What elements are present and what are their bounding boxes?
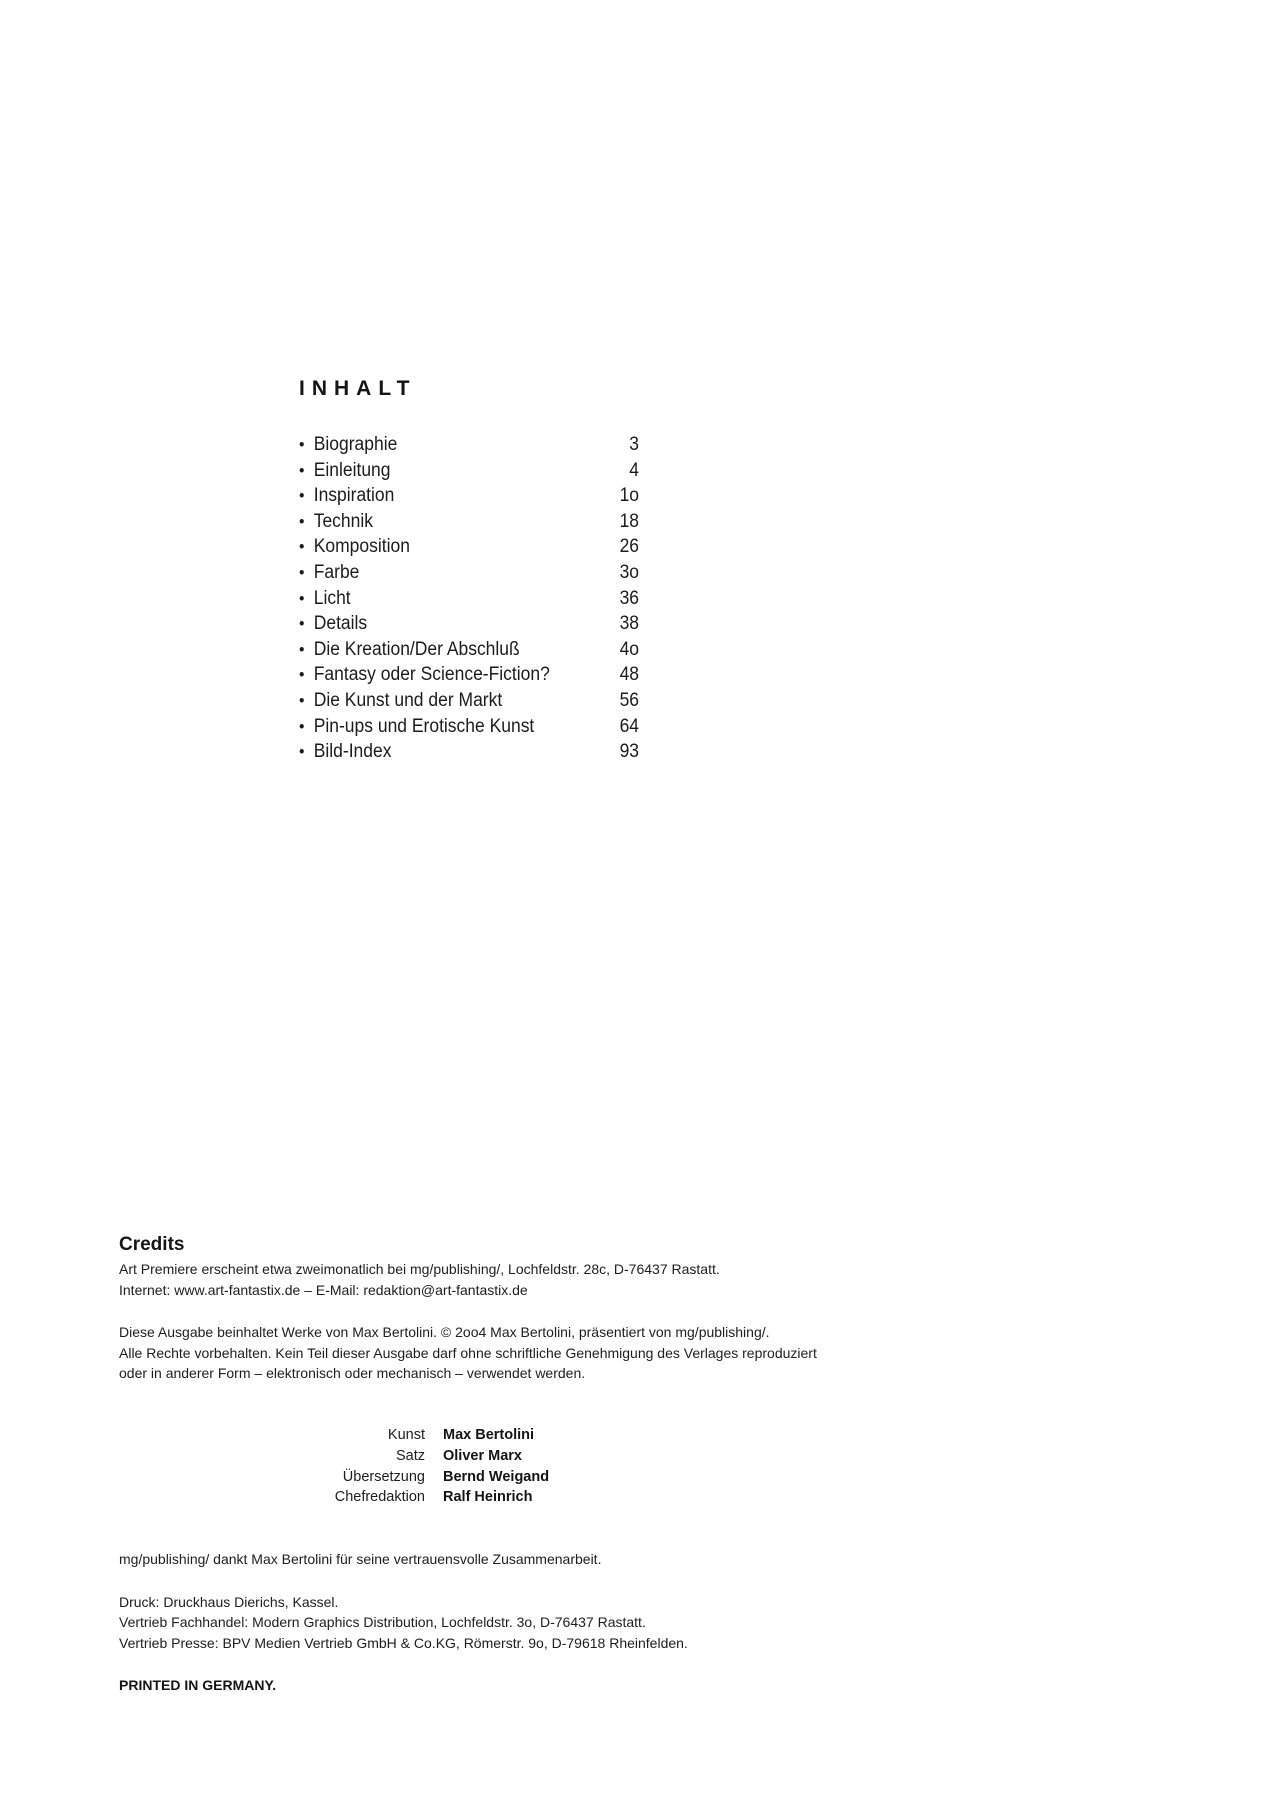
staff-row xyxy=(230,1446,730,1467)
toc-item-label: Bild-Index xyxy=(313,741,392,763)
toc-item-label: Biographie xyxy=(313,434,398,455)
bullet-icon: • xyxy=(299,435,305,454)
toc-item-licht xyxy=(299,586,639,612)
bullet-icon: • xyxy=(299,742,305,762)
toc-item-fantasy xyxy=(299,662,639,688)
staff-name: Oliver Marx xyxy=(443,1447,522,1464)
credits-footer xyxy=(119,1549,1019,1696)
print-line: Druck: Druckhaus Dierichs, Kassel. xyxy=(119,1593,339,1610)
staff-name: Ralf Heinrich xyxy=(443,1489,533,1506)
toc-item-page: 38 xyxy=(619,613,640,635)
bullet-icon: • xyxy=(299,537,305,557)
toc-item-page: 64 xyxy=(619,715,640,737)
bullet-icon: • xyxy=(299,614,305,634)
toc-item-label: Details xyxy=(313,613,368,635)
toc-item-komposition xyxy=(299,534,639,560)
toc-item-kunst-markt xyxy=(299,688,639,714)
toc-item-label: Fantasy oder Science-Fiction? xyxy=(313,664,550,686)
toc-item-label: Einleitung xyxy=(313,459,391,481)
toc-item-pin-ups xyxy=(299,714,639,740)
toc-item-details xyxy=(299,611,639,637)
toc-item-farbe xyxy=(299,560,639,586)
staff-role: Kunst xyxy=(387,1427,425,1443)
toc-item-kreation xyxy=(299,637,639,663)
toc-item-page: 18 xyxy=(619,510,640,532)
bullet-icon: • xyxy=(299,690,305,710)
toc-list xyxy=(299,432,639,765)
toc-item-label: Licht xyxy=(313,587,351,609)
publisher-line: Art Premiere erscheint etwa zweimonatlich bei mg/publishing/, Lochfeldstr. 28c, D-76437 Rastatt. xyxy=(119,1261,720,1277)
toc-item-label: Die Kunst und der Markt xyxy=(313,689,503,711)
table-of-contents xyxy=(299,376,639,765)
toc-item-technik xyxy=(299,509,639,535)
bullet-icon: • xyxy=(299,562,305,582)
toc-item-label: Technik xyxy=(313,510,373,532)
bullet-icon: • xyxy=(299,716,305,736)
toc-item-page: 36 xyxy=(619,587,640,609)
rights-line: Diese Ausgabe beinhaltet Werke von Max Bertolini. © 2oo4 Max Bertolini, präsentiert von mg/publishing/. xyxy=(119,1324,770,1340)
toc-item-label: Pin-ups und Erotische Kunst xyxy=(313,715,535,737)
credits-title: Credits xyxy=(119,1234,185,1255)
toc-item-page: 1o xyxy=(619,485,640,507)
bullet-icon: • xyxy=(299,639,305,659)
toc-item-label: Farbe xyxy=(313,561,360,583)
staff-role: Übersetzung xyxy=(342,1468,425,1485)
toc-title: INHALT xyxy=(299,377,417,400)
toc-item-page: 48 xyxy=(619,664,640,686)
toc-item-page: 56 xyxy=(619,689,640,711)
bullet-icon: • xyxy=(299,511,305,531)
toc-item-label: Inspiration xyxy=(313,485,395,507)
rights-line: Alle Rechte vorbehalten. Kein Teil dieser Ausgabe darf ohne schriftliche Genehmigung des Verlages reproduziert xyxy=(119,1344,817,1361)
staff-role: Satz xyxy=(395,1447,425,1464)
bullet-icon: • xyxy=(299,486,305,506)
staff-row xyxy=(230,1487,730,1508)
toc-item-page: 93 xyxy=(619,741,640,763)
toc-item-einleitung xyxy=(299,458,639,484)
credits-section xyxy=(119,1233,1019,1384)
toc-item-page: 4o xyxy=(619,638,640,660)
thanks-line: mg/publishing/ dankt Max Bertolini für seine vertrauensvolle Zusammenarbeit. xyxy=(119,1551,602,1567)
staff-list xyxy=(230,1425,730,1508)
toc-item-page: 26 xyxy=(619,536,640,558)
toc-item-page: 4 xyxy=(629,459,640,481)
staff-row xyxy=(230,1467,730,1488)
toc-item-page: 3o xyxy=(619,561,640,583)
toc-item-label: Die Kreation/Der Abschluß xyxy=(313,638,520,660)
staff-row xyxy=(230,1425,730,1446)
staff-role: Chefredaktion xyxy=(334,1489,425,1506)
toc-item-bild-index xyxy=(299,739,639,765)
internet-line: Internet: www.art-fantastix.de – E-Mail: redaktion@art-fantastix.de xyxy=(119,1281,528,1298)
staff-name: Max Bertolini xyxy=(443,1427,535,1443)
toc-item-label: Komposition xyxy=(313,536,410,558)
bullet-icon: • xyxy=(299,588,305,608)
rights-line: oder in anderer Form – elektronisch oder mechanisch – verwendet werden. xyxy=(119,1365,586,1381)
staff-name: Bernd Weigand xyxy=(443,1468,550,1485)
distribution-press-line: Vertrieb Presse: BPV Medien Vertrieb GmbH & Co.KG, Römerstr. 9o, D-79618 Rheinfelden. xyxy=(119,1634,688,1651)
toc-item-page: 3 xyxy=(629,434,640,455)
bullet-icon: • xyxy=(299,460,305,480)
bullet-icon: • xyxy=(299,665,305,685)
printed-in-line: PRINTED IN GERMANY. xyxy=(119,1677,277,1693)
toc-item-biographie xyxy=(299,432,639,458)
toc-item-inspiration xyxy=(299,483,639,509)
distribution-trade-line: Vertrieb Fachhandel: Modern Graphics Distribution, Lochfeldstr. 3o, D-76437 Rastatt. xyxy=(119,1614,646,1630)
